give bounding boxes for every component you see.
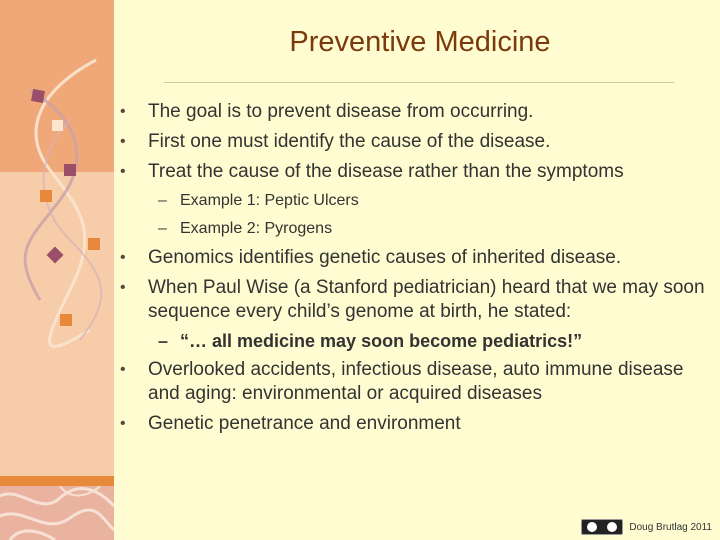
- bullet-glyph: •: [120, 279, 126, 296]
- bullet-text: The goal is to prevent disease from occurring.: [148, 101, 534, 122]
- bullet-item: [118, 358, 708, 406]
- bullet-item: [118, 130, 708, 154]
- bullet-text: Genetic penetrance and environment: [148, 413, 461, 434]
- bullet-glyph: •: [120, 103, 126, 120]
- sidebar-pattern-panel: [0, 486, 114, 540]
- slide-title: Preventive Medicine: [289, 26, 551, 58]
- bullet-item: [118, 246, 708, 270]
- title-divider: [164, 82, 674, 83]
- bullet-item: [118, 160, 708, 184]
- swirl-pattern-icon: [0, 486, 114, 540]
- sub-bullet-text: Example 1: Peptic Ulcers: [180, 192, 359, 209]
- bullet-item: [118, 412, 708, 436]
- quote-sub-bullet: [118, 330, 708, 352]
- bullet-text: Treat the cause of the disease rather than the symptoms: [148, 161, 624, 182]
- sub-bullet-item: [118, 190, 708, 212]
- author-credit: Doug Brutlag 2011: [629, 521, 712, 533]
- bullet-glyph: •: [120, 249, 126, 266]
- bullet-text: When Paul Wise (a Stanford pediatrician) heard that we may soon sequence every child’s genome at birth, he stated:: [148, 277, 705, 322]
- sub-bullet-text: Example 2: Pyrogens: [180, 220, 333, 237]
- bullet-text: Genomics identifies genetic causes of inherited disease.: [148, 247, 622, 268]
- sidebar-orange-band: [0, 476, 114, 486]
- dna-helix-icon: [0, 0, 114, 476]
- bullet-text: Overlooked accidents, infectious disease, auto immune disease and aging: environmental or acquired diseases: [148, 359, 684, 404]
- bullet-glyph: •: [120, 361, 126, 378]
- sub-bullet-item: [118, 218, 708, 240]
- slide-footer: [581, 518, 712, 536]
- dash-glyph: –: [158, 192, 167, 209]
- dash-glyph: –: [158, 220, 167, 237]
- creative-commons-icon: [581, 519, 623, 535]
- bullet-text: First one must identify the cause of the disease.: [148, 131, 551, 152]
- bullet-item: [118, 100, 708, 124]
- decorative-sidebar: [0, 0, 114, 540]
- slide-body: [118, 100, 708, 442]
- dash-glyph: –: [158, 331, 169, 351]
- quote-text: “… all medicine may soon become pediatrics!”: [180, 331, 583, 351]
- bullet-item: [118, 276, 708, 324]
- bullet-glyph: •: [120, 163, 126, 180]
- bullet-glyph: •: [120, 415, 126, 432]
- bullet-glyph: •: [120, 133, 126, 150]
